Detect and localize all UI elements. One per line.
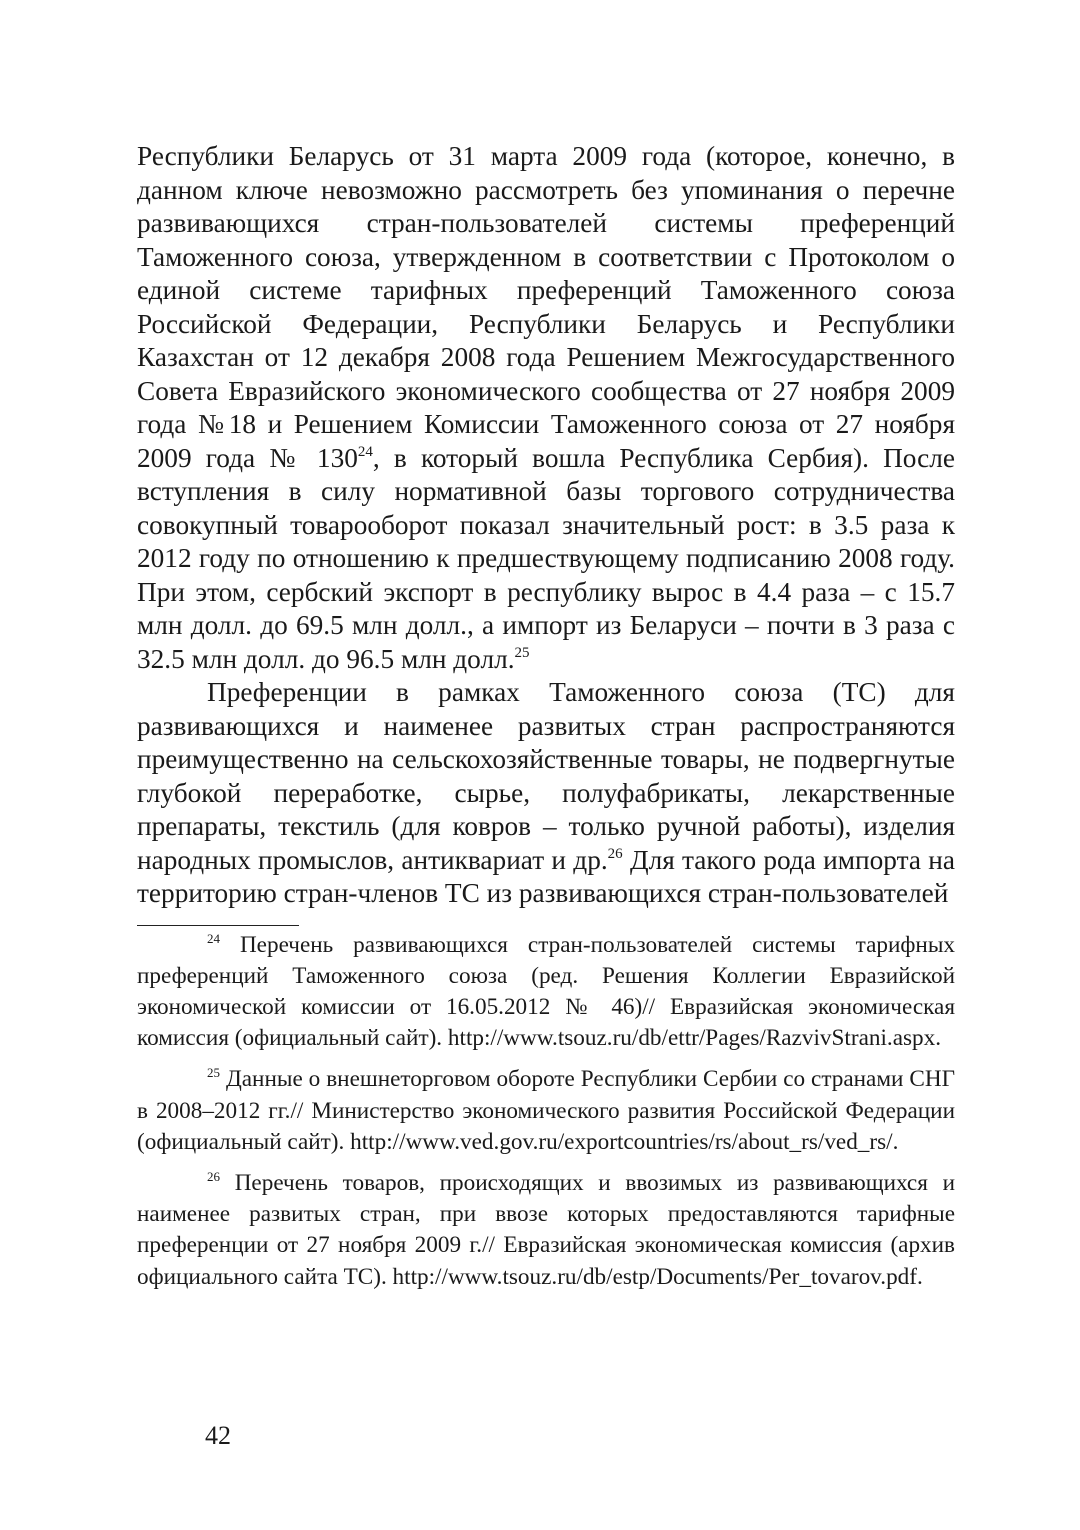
footnote-number: 24 (207, 930, 220, 946)
footnote-26 (137, 1168, 955, 1293)
paragraph-1-text-continued: , в который вошла Республика Сербия). После вступления в силу нормативной базы торгового сотрудничества совокупный товарооборот показал значительный рост: в 3.5 раза к 2012 году по отношению к предшествующему подписанию 2008 году. При этом, сербский экспорт в республику вырос в 4.4 раза – с 15.7 млн долл. до 69.5 млн долл., а импорт из Беларуси – почти в 3 раза с 32.5 млн долл. до 96.5 млн долл. (137, 442, 955, 674)
paragraph-1-text: Республики Беларусь от 31 марта 2009 года (которое, конечно, в данном ключе невозможно рассмотреть без упоминания о перечне развивающихся стран-пользователей системы преференций Таможенного союза, утвержденном в соответствии с Протоколом о единой системе тарифных преференций Таможенного союза Российской Федерации, Республики Беларусь и Республики Казахстан от 12 декабря 2008 года Решением Межгосударственного Совета Евразийского экономического сообщества от 27 ноября 2009 года №18 и Решением Комиссии Таможенного союза от 27 ноября 2009 года № 130 (137, 141, 955, 473)
footnote-ref-24[interactable]: 24 (357, 443, 373, 460)
paragraph-2-text: Преференции в рамках Таможенного союза (ТС) для развивающихся и наименее развитых стран распространяются преимущественно на сельскохозяйственные товары, не подвергнутые глубокой переработке, сырье, полуфабрикаты, лекарственные препараты, текстиль (для ковров – только ручной работы), изделия народных промыслов, антиквариат и др. (137, 677, 955, 875)
body-paragraph-2 (137, 676, 955, 911)
page-number: 42 (205, 1421, 231, 1450)
page-content (137, 140, 955, 1293)
footnote-number: 25 (207, 1065, 220, 1081)
footnote-text: Перечень товаров, происходящих и ввозимых из развивающихся и наименее развитых стран, при ввозе которых предоставляются тарифные преференции от 27 ноября 2009 г.// Евразийская экономическая комиссия (архив официального сайта ТС). http://www.tsouz.ru/db/estp/Documents/Per_tovarov.pdf. (137, 1169, 955, 1290)
footnote-separator (137, 925, 299, 926)
paragraph-2-text-continued: Для такого рода импорта на территорию стран-членов ТС из развивающихся стран-пользователей (137, 844, 955, 908)
footnote-25 (137, 1064, 955, 1158)
footnote-text: Перечень развивающихся стран-пользователей системы тарифных преференций Таможенного союза (ред. Решения Коллегии Евразийской экономической комиссии от 16.05.2012 № 46)// Евразийская экономическая комиссия (официальный сайт). http://www.tsouz.ru/db/ettr/Pages/RazvivStrani.aspx. (137, 931, 955, 1052)
footnote-24 (137, 930, 955, 1055)
body-paragraph-1 (137, 140, 955, 676)
footnote-ref-25[interactable]: 25 (514, 644, 530, 661)
footnote-number: 26 (207, 1168, 220, 1184)
footnote-text: Данные о внешнеторговом обороте Республики Сербии со странами СНГ в 2008–2012 гг.// Министерство экономического развития Российской Федерации (официальный сайт). http://www.ved.gov.ru/exportcountries/rs/about_rs/ved_rs/. (137, 1066, 955, 1155)
footnote-ref-26[interactable]: 26 (607, 845, 623, 862)
